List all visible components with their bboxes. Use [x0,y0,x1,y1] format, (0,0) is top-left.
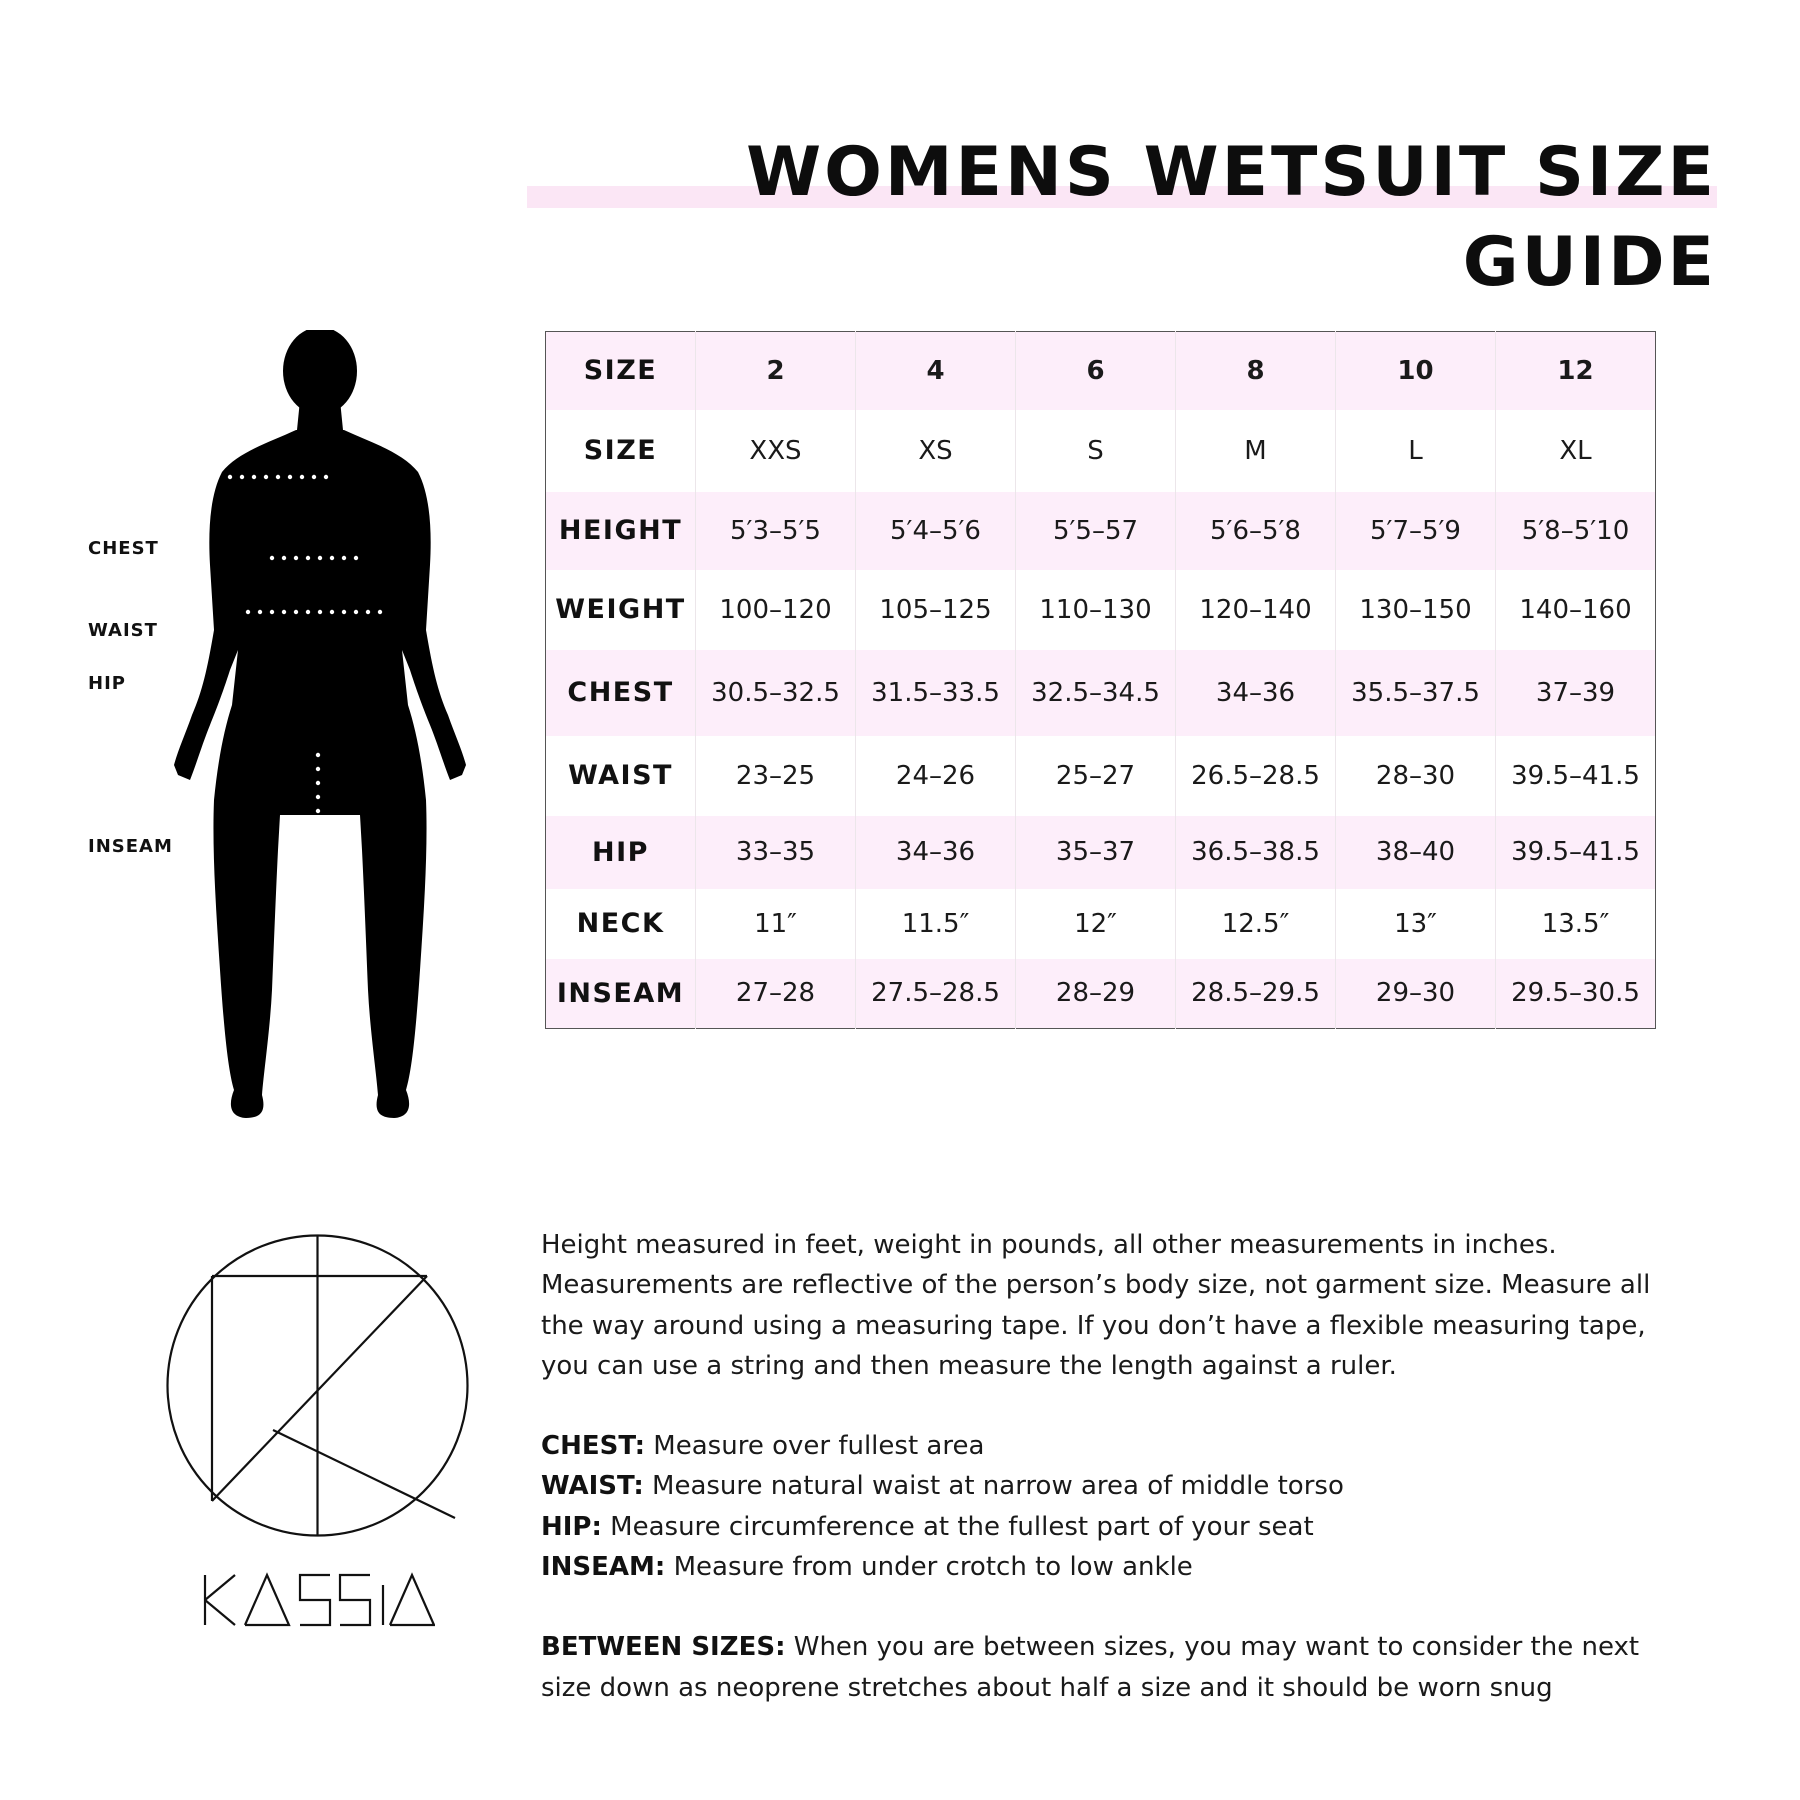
note-waist-text: Measure natural waist at narrow area of middle torso [643,1471,1344,1502]
table-cell: 35.5–37.5 [1336,650,1496,736]
row-header-hip: HIP [546,816,696,889]
table-cell: 140–160 [1496,570,1656,650]
note-hip-label: HIP: [541,1511,602,1542]
note-chest-text: Measure over fullest area [645,1431,985,1462]
note-chest-label: CHEST: [541,1431,646,1462]
table-cell: 35–37 [1016,816,1176,889]
table-cell: 38–40 [1336,816,1496,889]
table-cell: 12.5″ [1176,889,1336,959]
row-header-chest: CHEST [546,650,696,736]
table-cell: 24–26 [856,736,1016,816]
table-cell: 13″ [1336,889,1496,959]
table-cell: 39.5–41.5 [1496,736,1656,816]
table-cell: 6 [1016,332,1176,410]
note-inseam-text: Measure from under crotch to low ankle [665,1552,1193,1583]
table-cell: 37–39 [1496,650,1656,736]
table-cell: 34–36 [1176,650,1336,736]
row-header-inseam: INSEAM [546,959,696,1029]
kassia-k-circle-logo-icon [165,1233,470,1538]
row-header-size: SIZE [583,435,658,466]
row-header-size: SIZE [546,332,696,410]
table-cell: XXS [696,410,856,492]
table-row-hip [546,816,1656,889]
notes-intro: Height measured in feet, weight in pounds, all other measurements in inches. Measurements are reflective of the person’s body size, not garment size. Measure all the way around using a measuring tape. If you don’t have a flexible measuring tape, you can use a string and then measure the length against a ruler. [541,1230,1651,1381]
table-cell: 30.5–32.5 [696,650,856,736]
table-cell: 13.5″ [1496,889,1656,959]
table-cell: 12″ [1016,889,1176,959]
note-between-label: BETWEEN SIZES: [541,1632,786,1663]
table-cell: 120–140 [1176,570,1336,650]
table-cell: 5′8–5′10 [1496,492,1656,570]
table-cell: 10 [1336,332,1496,410]
table-row-size-number [546,332,1656,410]
table-cell: 105–125 [856,570,1016,650]
body-silhouette-icon [150,330,490,1120]
table-cell: 4 [856,332,1016,410]
table-row-inseam [546,959,1656,1029]
table-cell: 100–120 [696,570,856,650]
body-label-chest: CHEST [88,538,159,559]
row-header-height: HEIGHT [546,492,696,570]
table-cell: 130–150 [1336,570,1496,650]
table-cell: 28–30 [1336,736,1496,816]
table-cell: 2 [696,332,856,410]
table-row-waist [546,736,1656,816]
table-cell: 5′3–5′5 [696,492,856,570]
note-hip-text: Measure circumference at the fullest part of your seat [601,1511,1314,1542]
table-cell: 28.5–29.5 [1176,959,1336,1029]
body-label-hip: HIP [88,673,126,694]
note-waist [541,1466,1671,1506]
table-cell: 39.5–41.5 [1496,816,1656,889]
measurement-notes [541,1225,1671,1708]
table-cell: 5′5–57 [1016,492,1176,570]
table-cell: 33–35 [696,816,856,889]
kassia-wordmark-logo [200,1570,435,1630]
table-cell: 5′6–5′8 [1176,492,1336,570]
table-cell: 36.5–38.5 [1176,816,1336,889]
table-cell: 12 [1496,332,1656,410]
table-cell: 27–28 [696,959,856,1029]
table-cell: 29.5–30.5 [1496,959,1656,1029]
page-title: WOMENS WETSUIT SIZE GUIDE [746,133,1717,302]
table-row-weight [546,570,1656,650]
table-cell: 8 [1176,332,1336,410]
table-cell: XL [1496,410,1656,492]
table-cell: 11″ [696,889,856,959]
silhouette-torso-legs [174,430,466,1118]
table-cell: S [1016,410,1176,492]
body-label-inseam: INSEAM [88,836,173,857]
table-cell: 31.5–33.5 [856,650,1016,736]
table-cell: 110–130 [1016,570,1176,650]
note-chest [541,1426,1671,1466]
table-cell: 29–30 [1336,959,1496,1029]
table-cell: 27.5–28.5 [856,959,1016,1029]
note-between-text: When you are between sizes, you may want to consider the next size down as neoprene stretches about half a size and it should be worn snug [541,1632,1640,1703]
note-inseam [541,1547,1671,1587]
table-cell: 23–25 [696,736,856,816]
note-inseam-label: INSEAM: [541,1552,666,1583]
table-cell: 5′4–5′6 [856,492,1016,570]
table-cell: 34–36 [856,816,1016,889]
table-row-chest [546,650,1656,736]
note-waist-label: WAIST: [541,1471,644,1502]
body-label-waist: WAIST [88,620,158,641]
table-cell: 32.5–34.5 [1016,650,1176,736]
table-cell: 11.5″ [856,889,1016,959]
table-cell: 5′7–5′9 [1336,492,1496,570]
size-table [545,331,1656,1029]
chest-dots [228,475,328,479]
table-cell: L [1336,410,1496,492]
note-hip [541,1507,1671,1547]
note-between-sizes [541,1627,1671,1708]
table-row-neck [546,889,1656,959]
table-row-size-letter [546,410,1656,492]
table-cell: 26.5–28.5 [1176,736,1336,816]
row-header-waist: WAIST [568,760,673,791]
table-cell: 25–27 [1016,736,1176,816]
row-header-weight: WEIGHT [555,594,686,625]
table-row-height [546,492,1656,570]
table-cell: 28–29 [1016,959,1176,1029]
table-cell: M [1176,410,1336,492]
row-header-neck: NECK [576,908,665,939]
title-block [527,128,1717,302]
table-cell: XS [856,410,1016,492]
